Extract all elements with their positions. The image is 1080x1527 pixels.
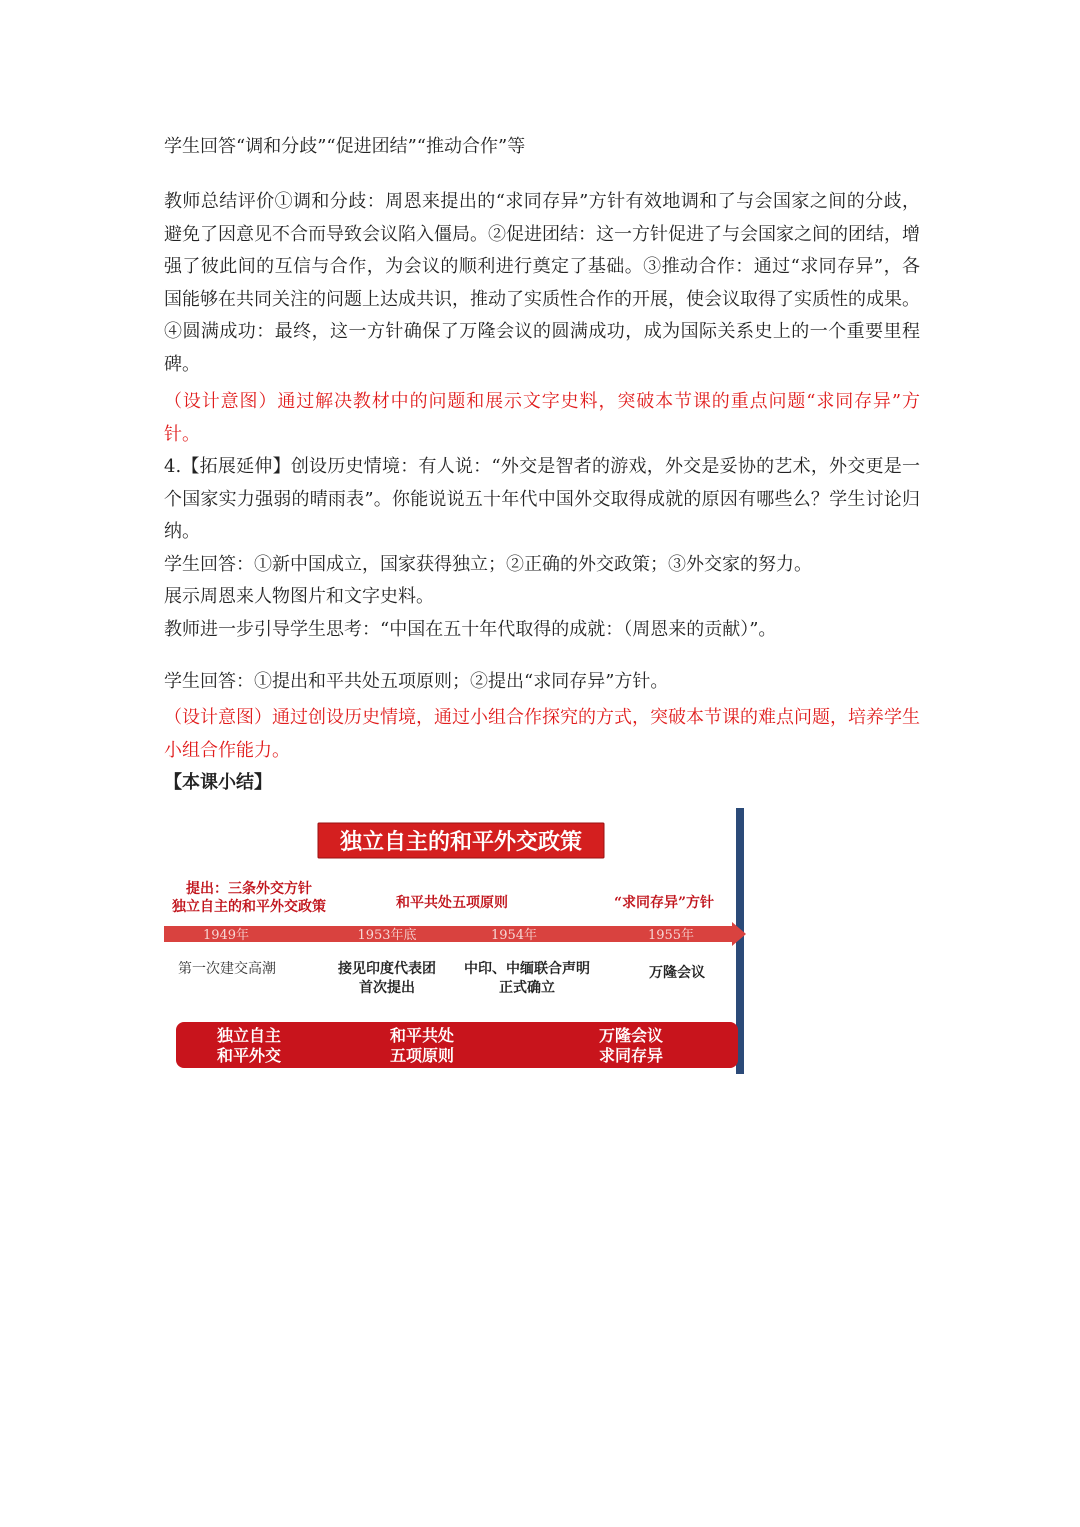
event-formally-established: 正式确立 [499, 980, 555, 996]
bottom-seek-common: 求同存异 [598, 1046, 664, 1065]
bottom-bandung: 万隆会议 [598, 1026, 664, 1045]
bottom-five-principles: 五项原则 [389, 1046, 455, 1065]
paragraph-teacher-summary: 教师总结评价①调和分歧：周恩来提出的“求同存异”方针有效地调和了与会国家之间的分歧，避免了因意见不合而导致会议陷入僵局。②促进团结：这一方针促进了与会国家之间的团结，增强了彼此间的互信与合作，为会议的顺利进行奠定了基础。③推动合作：通过“求同存异”，各国能够在共同关注的问题上达成共识，推动了实质性合作的开展，使会议取得了实质性的成果。④圆满成功：最终，这一方针确保了万隆会议的圆满成功，成为国际关系史上的一个重要里程碑。 [164, 191, 920, 375]
paragraph-teacher-guide: 教师进一步引导学生思考：“中国在五十年代取得的成就：（周恩来的贡献）”。 [164, 619, 777, 640]
section-heading-summary: 【本课小结】 [164, 772, 272, 793]
paragraph-extension: 4.【拓展延伸】创设历史情境：有人说：“外交是智者的游戏，外交是妥协的艺术，外交更是一个国家实力强弱的晴雨表”。你能说说五十年代中国外交取得成就的原因有哪些么？学生讨论归纳。 [164, 456, 920, 542]
label-independent-policy: 独立自主的和平外交政策 [172, 899, 326, 915]
event-first-proposed: 首次提出 [359, 980, 415, 996]
paragraph-student-answer-2: 学生回答：①新中国成立，国家获得独立；②正确的外交政策；③外交家的努力。 [164, 554, 812, 575]
event-first-wave: 第一次建交高潮 [178, 961, 276, 977]
year-1954: 1954年 [490, 928, 538, 943]
paragraph-student-answer-3: 学生回答：①提出和平共处五项原则；②提出“求同存异”方针。 [164, 671, 669, 692]
year-1953: 1953年底 [357, 928, 417, 943]
bottom-peace-diplomacy: 和平外交 [216, 1046, 282, 1065]
label-five-principles: 和平共处五项原则 [396, 895, 508, 911]
bottom-peaceful-coexistence: 和平共处 [389, 1026, 455, 1045]
paragraph-student-answer-1: 学生回答“调和分歧”“促进团结”“推动合作”等 [164, 136, 526, 157]
bottom-independent: 独立自主 [216, 1026, 282, 1045]
label-seek-common-ground: “求同存异”方针 [613, 895, 715, 911]
paragraph-design-intent-2: （设计意图）通过创设历史情境，通过小组合作探究的方式，突破本节课的难点问题，培养学生小组合作能力。 [164, 707, 920, 761]
year-1955: 1955年 [647, 928, 695, 943]
label-three-policies: 提出：三条外交方针 [186, 881, 312, 897]
paragraph-design-intent-1: （设计意图）通过解决教材中的问题和展示文字史料，突破本节课的重点问题“求同存异”方针。 [164, 391, 920, 445]
year-1949: 1949年 [202, 928, 250, 943]
event-joint-statements: 中印、中缅联合声明 [464, 961, 590, 977]
event-india-delegation: 接见印度代表团 [338, 961, 436, 977]
summary-title: 独立自主的和平外交政策 [339, 829, 583, 855]
event-bandung-conference: 万隆会议 [649, 965, 705, 981]
lesson-summary-graphic [164, 808, 746, 1074]
paragraph-show-materials: 展示周恩来人物图片和文字史料。 [164, 586, 434, 607]
